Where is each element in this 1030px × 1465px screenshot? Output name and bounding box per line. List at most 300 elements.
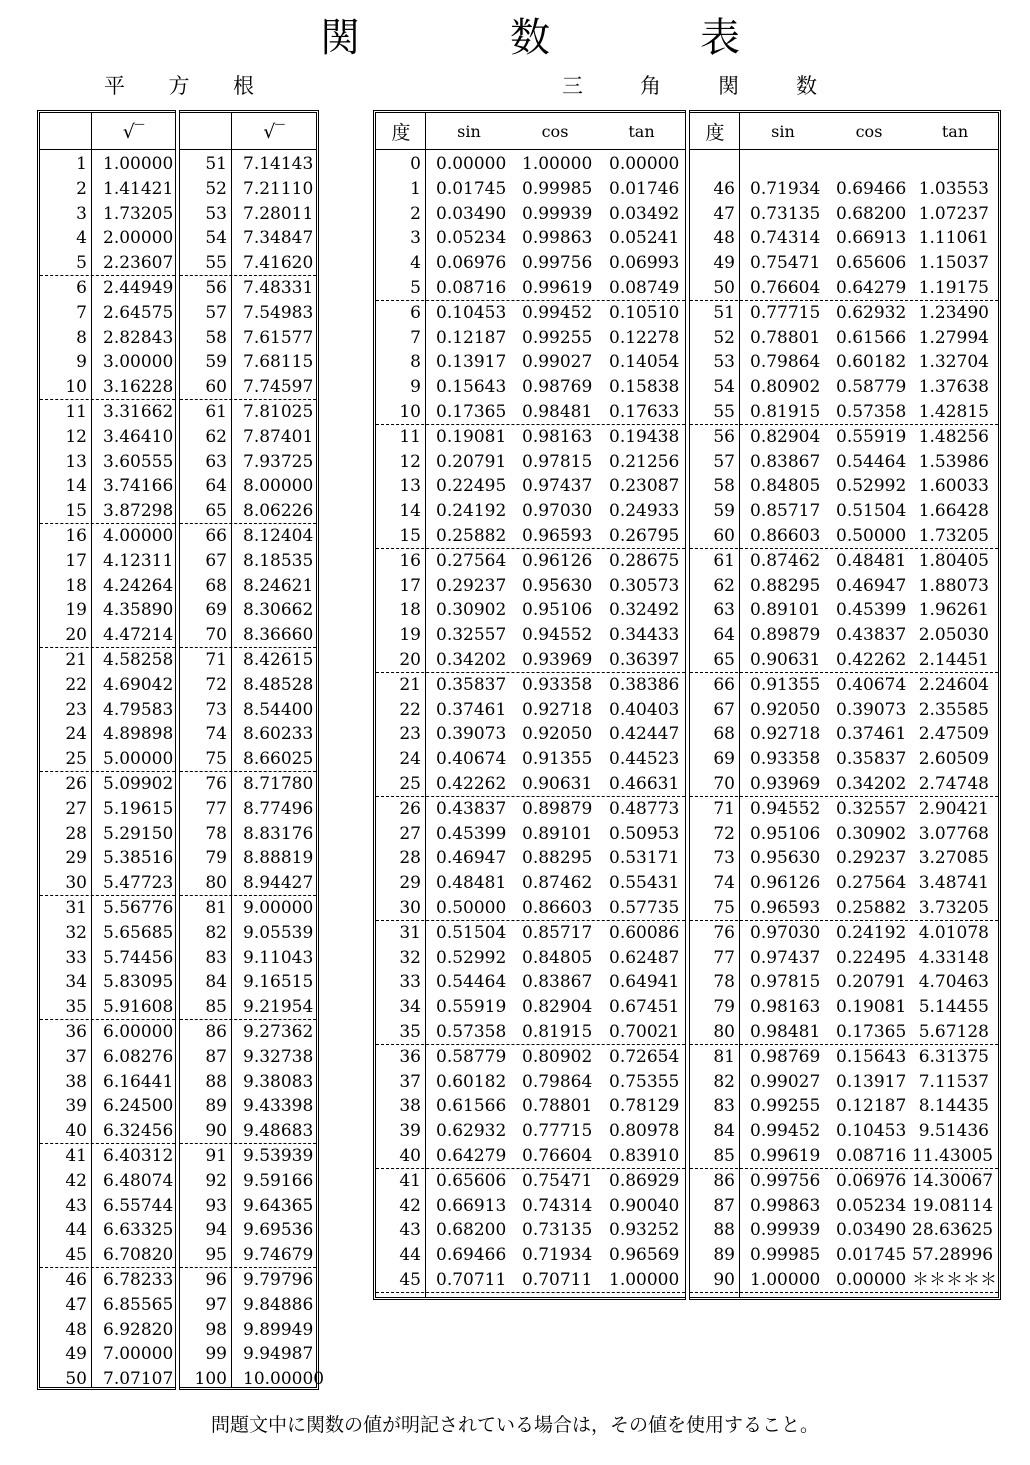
number-cell: 4 [76, 228, 87, 249]
cos-cell: 0.69466 [836, 178, 907, 199]
cos-cell: 0.81915 [522, 1022, 593, 1042]
sqrt-value-cell: 7.28011 [243, 203, 314, 224]
number-cell: 66 [205, 526, 227, 546]
sqrt-value-cell: 9.32738 [243, 1046, 314, 1067]
tan-cell: 1.60033 [918, 476, 989, 497]
cos-cell: 0.64279 [836, 278, 907, 298]
cos-cell: 0.92050 [522, 724, 593, 745]
cos-cell: 0.86603 [522, 898, 593, 918]
degree-cell: 15 [399, 526, 421, 546]
cos-cell: 0.00000 [836, 1270, 907, 1290]
tan-cell: 0.62487 [609, 947, 680, 968]
cos-cell: 0.99863 [522, 228, 593, 249]
sqrt-value-cell: 6.63325 [103, 1220, 174, 1241]
sqrt-value-cell: 7.14143 [243, 154, 314, 174]
cos-cell: 0.45399 [836, 600, 907, 621]
tan-cell: 0.00000 [609, 154, 680, 174]
cos-cell: 0.65606 [836, 253, 907, 274]
sqrt-value-cell: 3.31662 [103, 402, 174, 422]
cos-cell: 0.73135 [522, 1220, 593, 1241]
sqrt-value-cell: 6.92820 [103, 1319, 174, 1340]
sin-cell: 0.93969 [750, 774, 821, 794]
sin-cell: 0.75471 [750, 253, 821, 274]
sqrt-value-cell: 3.00000 [103, 352, 174, 373]
sqrt-value-cell: 9.79796 [243, 1270, 314, 1290]
degree-cell: 3 [410, 228, 421, 249]
sin-cell: 0.64279 [436, 1146, 507, 1166]
number-cell: 37 [65, 1046, 87, 1067]
title-char: 関 [320, 14, 360, 61]
sin-cell: 0.50000 [436, 898, 507, 918]
sqrt-table [37, 110, 325, 1390]
sqrt-heading [104, 70, 254, 100]
table-header [376, 113, 685, 150]
number-cell: 89 [205, 1096, 227, 1117]
sin-cell: 0.92718 [750, 724, 821, 745]
degree-cell: 45 [399, 1270, 421, 1290]
degree-cell: 14 [399, 501, 421, 522]
sqrt-value-cell: 6.48074 [103, 1170, 174, 1191]
number-cell: 54 [205, 228, 227, 249]
sqrt-value-cell: 7.81025 [243, 402, 314, 422]
degree-cell: 63 [713, 600, 735, 621]
tan-cell: 0.38386 [609, 674, 680, 695]
sqrt-value-cell: 4.58258 [103, 650, 174, 670]
degree-cell: 89 [713, 1245, 735, 1266]
sin-cell: 0.78801 [750, 327, 821, 348]
degree-cell: 26 [399, 798, 421, 819]
number-cell: 43 [65, 1195, 87, 1216]
sin-cell: 0.32557 [436, 625, 507, 646]
tan-cell: 0.86929 [609, 1170, 680, 1191]
sin-cell: 0.99255 [750, 1096, 821, 1117]
tan-cell: 0.30573 [609, 575, 680, 596]
cos-cell: 0.25882 [836, 898, 907, 918]
sqrt-value-cell: 9.94987 [243, 1344, 314, 1365]
tan-cell: 0.01746 [609, 178, 680, 199]
cos-cell: 0.62932 [836, 302, 907, 323]
cos-cell: 0.87462 [522, 873, 593, 894]
cos-cell: 0.50000 [836, 526, 907, 546]
number-cell: 29 [65, 848, 87, 869]
sin-cell: 0.85717 [750, 501, 821, 522]
number-cell: 73 [205, 699, 227, 720]
sqrt-value-cell: 5.56776 [103, 898, 174, 918]
sqrt-value-cell: 9.11043 [243, 947, 314, 968]
sin-cell: 0.10453 [436, 302, 507, 323]
sin-cell: 0.57358 [436, 1022, 507, 1042]
sqrt-value-cell: 5.38516 [103, 848, 174, 869]
cos-cell: 0.79864 [522, 1071, 593, 1092]
cos-cell: 0.42262 [836, 650, 907, 670]
number-cell: 75 [205, 749, 227, 770]
tan-cell: 11.43005 [912, 1146, 994, 1166]
sin-cell: 0.00000 [436, 154, 507, 174]
sqrt-value-cell: 8.66025 [243, 749, 314, 770]
number-cell: 46 [65, 1270, 87, 1290]
cos-cell: 0.98769 [522, 377, 593, 398]
heading-char: 数 [796, 74, 817, 98]
sqrt-value-cell: 4.69042 [103, 674, 174, 695]
sqrt-value-cell: 7.48331 [243, 278, 314, 298]
tan-cell: 9.51436 [918, 1121, 989, 1142]
tan-cell: 2.90421 [918, 798, 989, 819]
number-cell: 90 [205, 1121, 227, 1142]
degree-cell: 90 [713, 1270, 735, 1290]
degree-cell: 55 [713, 402, 735, 422]
tan-cell: 4.70463 [918, 972, 989, 993]
sqrt-value-cell: 7.00000 [103, 1344, 174, 1365]
tan-cell: 0.34433 [609, 625, 680, 646]
number-cell: 7 [76, 302, 87, 323]
cos-cell: 0.05234 [836, 1195, 907, 1216]
sqrt-value-cell: 6.08276 [103, 1046, 174, 1067]
sin-cell: 0.69466 [436, 1245, 507, 1266]
sin-cell: 0.99985 [750, 1245, 821, 1266]
number-cell: 70 [205, 625, 227, 646]
sqrt-value-cell: 8.54400 [243, 699, 314, 720]
degree-cell: 29 [399, 873, 421, 894]
degree-cell: 59 [713, 501, 735, 522]
group-divider [376, 1292, 685, 1293]
sin-cell: 0.92050 [750, 699, 821, 720]
sin-cell: 0.95630 [750, 848, 821, 869]
tan-cell: 0.96569 [609, 1245, 680, 1266]
tan-cell: 5.14455 [918, 997, 989, 1018]
sin-cell: 0.99939 [750, 1220, 821, 1241]
cos-cell: 0.88295 [522, 848, 593, 869]
cos-cell: 0.29237 [836, 848, 907, 869]
tan-cell: 0.23087 [609, 476, 680, 497]
tan-cell: 0.21256 [609, 451, 680, 472]
cos-cell: 0.96126 [522, 550, 593, 571]
tan-cell: 14.30067 [912, 1170, 994, 1191]
number-cell: 40 [65, 1121, 87, 1142]
degree-cell: 72 [713, 823, 735, 844]
degree-cell: 17 [399, 575, 421, 596]
sqrt-value-cell: 9.00000 [243, 898, 314, 918]
degree-cell: 7 [410, 327, 421, 348]
cos-cell: 0.08716 [836, 1146, 907, 1166]
degree-cell: 71 [713, 798, 735, 819]
number-cell: 72 [205, 674, 227, 695]
number-cell: 91 [205, 1146, 227, 1166]
cos-cell: 0.83867 [522, 972, 593, 993]
sin-cell: 0.30902 [436, 600, 507, 621]
sqrt-value-cell: 8.12404 [243, 526, 314, 546]
number-cell: 64 [205, 476, 227, 497]
degree-cell: 46 [713, 178, 735, 199]
sqrt-value-cell: 4.47214 [103, 625, 174, 646]
cos-cell: 0.89879 [522, 798, 593, 819]
cos-cell: 0.99619 [522, 278, 593, 298]
sin-cell: 0.81915 [750, 402, 821, 422]
cos-cell: 0.84805 [522, 947, 593, 968]
sqrt-value-cell: 7.41620 [243, 253, 314, 274]
sin-cell: 0.20791 [436, 451, 507, 472]
tan-cell: 0.14054 [609, 352, 680, 373]
number-cell: 2 [76, 178, 87, 199]
sqrt-value-cell: 9.05539 [243, 922, 314, 943]
degree-cell: 10 [399, 402, 421, 422]
degree-cell: 73 [713, 848, 735, 869]
cos-cell: 0.24192 [836, 922, 907, 943]
tan-cell: 2.60509 [918, 749, 989, 770]
sqrt-value-cell: 5.91608 [103, 997, 174, 1018]
tan-cell: 0.67451 [609, 997, 680, 1018]
sqrt-value-cell: 9.16515 [243, 972, 314, 993]
sqrt-column-group [180, 113, 325, 1390]
number-cell: 44 [65, 1220, 87, 1241]
cos-header: cos [541, 122, 569, 141]
degree-cell: 83 [713, 1096, 735, 1117]
cos-cell: 0.46947 [836, 575, 907, 596]
cos-cell: 0.01745 [836, 1245, 907, 1266]
sin-cell: 0.99756 [750, 1170, 821, 1191]
cos-cell: 0.15643 [836, 1046, 907, 1067]
degree-cell: 56 [713, 426, 735, 447]
sqrt-value-cell: 9.38083 [243, 1071, 314, 1092]
number-cell: 61 [205, 402, 227, 422]
cos-cell: 0.98481 [522, 402, 593, 422]
degree-cell: 28 [399, 848, 421, 869]
cos-cell: 0.97437 [522, 476, 593, 497]
cos-cell: 0.03490 [836, 1220, 907, 1241]
tan-cell: 0.26795 [609, 526, 680, 546]
sin-cell: 0.86603 [750, 526, 821, 546]
cos-cell: 0.17365 [836, 1022, 907, 1042]
sqrt-value-cell: 2.64575 [103, 302, 174, 323]
number-cell: 12 [65, 426, 87, 447]
sin-cell: 0.99027 [750, 1071, 821, 1092]
sin-cell: 0.74314 [750, 228, 821, 249]
sin-cell: 0.79864 [750, 352, 821, 373]
tan-cell: 1.27994 [918, 327, 989, 348]
tan-cell: ＊＊＊＊＊ [912, 1270, 997, 1290]
cos-header: cos [855, 122, 883, 141]
degree-cell: 82 [713, 1071, 735, 1092]
number-cell: 16 [65, 526, 87, 546]
sin-cell: 0.93358 [750, 749, 821, 770]
number-header [180, 113, 232, 150]
sin-cell: 0.19081 [436, 426, 507, 447]
degree-cell: 4 [410, 253, 421, 274]
number-cell: 35 [65, 997, 87, 1018]
number-cell: 59 [205, 352, 227, 373]
degree-cell: 79 [713, 997, 735, 1018]
sin-cell: 0.24192 [436, 501, 507, 522]
degree-cell: 27 [399, 823, 421, 844]
sin-cell: 0.06976 [436, 253, 507, 274]
number-cell: 74 [205, 724, 227, 745]
cos-cell: 0.35837 [836, 749, 907, 770]
number-cell: 33 [65, 947, 87, 968]
degree-cell: 69 [713, 749, 735, 770]
tan-cell: 0.36397 [609, 650, 680, 670]
tan-cell: 1.00000 [609, 1270, 680, 1290]
cos-cell: 0.95630 [522, 575, 593, 596]
tan-header: tan [941, 122, 969, 141]
degree-cell: 64 [713, 625, 735, 646]
tan-cell: 1.23490 [918, 302, 989, 323]
cos-cell: 0.22495 [836, 947, 907, 968]
degree-cell: 77 [713, 947, 735, 968]
sin-cell: 0.98769 [750, 1046, 821, 1067]
degree-cell: 42 [399, 1195, 421, 1216]
tan-cell: 1.73205 [918, 526, 989, 546]
trig-column-group [376, 113, 685, 1297]
number-cell: 65 [205, 501, 227, 522]
number-cell: 21 [65, 650, 87, 670]
sqrt-value-cell: 8.36660 [243, 625, 314, 646]
sin-cell: 0.89879 [750, 625, 821, 646]
sqrt-header: √‾ [122, 120, 145, 143]
number-cell: 77 [205, 798, 227, 819]
cos-cell: 1.00000 [522, 154, 593, 174]
tan-cell: 0.70021 [609, 1022, 680, 1042]
tan-cell: 0.06993 [609, 253, 680, 274]
tan-cell: 3.73205 [918, 898, 989, 918]
degree-cell: 35 [399, 1022, 421, 1042]
sqrt-value-cell: 5.83095 [103, 972, 174, 993]
cos-cell: 0.39073 [836, 699, 907, 720]
tan-cell: 0.83910 [609, 1146, 680, 1166]
sqrt-value-cell: 6.78233 [103, 1270, 174, 1290]
sqrt-value-cell: 8.42615 [243, 650, 314, 670]
tan-cell: 1.03553 [918, 178, 989, 199]
sqrt-value-cell: 8.24621 [243, 575, 314, 596]
degree-cell: 13 [399, 476, 421, 497]
tan-cell: 2.74748 [918, 774, 989, 794]
number-cell: 3 [76, 203, 87, 224]
degree-cell: 51 [713, 302, 735, 323]
number-cell: 19 [65, 600, 87, 621]
number-cell: 99 [205, 1344, 227, 1365]
degree-cell: 75 [713, 898, 735, 918]
cos-cell: 0.60182 [836, 352, 907, 373]
sin-cell: 0.48481 [436, 873, 507, 894]
degree-cell: 74 [713, 873, 735, 894]
sqrt-value-cell: 8.00000 [243, 476, 314, 497]
sqrt-value-cell: 6.40312 [103, 1146, 174, 1166]
number-cell: 5 [76, 253, 87, 274]
number-cell: 96 [205, 1270, 227, 1290]
tan-cell: 5.67128 [918, 1022, 989, 1042]
table-header [180, 113, 316, 150]
number-cell: 94 [205, 1220, 227, 1241]
tan-cell: 2.35585 [918, 699, 989, 720]
degree-cell: 36 [399, 1046, 421, 1067]
degree-cell: 54 [713, 377, 735, 398]
tan-cell: 19.08114 [912, 1195, 994, 1216]
cos-cell: 0.93358 [522, 674, 593, 695]
degree-header: 度 [705, 122, 725, 144]
sqrt-value-cell: 7.74597 [243, 377, 314, 398]
cos-cell: 0.90631 [522, 774, 593, 794]
tan-cell: 2.14451 [918, 650, 989, 670]
sqrt-value-cell: 8.77496 [243, 798, 314, 819]
cos-cell: 0.30902 [836, 823, 907, 844]
sin-cell: 0.25882 [436, 526, 507, 546]
degree-cell: 58 [713, 476, 735, 497]
number-cell: 6 [76, 278, 87, 298]
cos-cell: 0.95106 [522, 600, 593, 621]
number-cell: 48 [65, 1319, 87, 1340]
sin-cell: 0.54464 [436, 972, 507, 993]
number-cell: 20 [65, 625, 87, 646]
tan-cell: 0.48773 [609, 798, 680, 819]
cos-cell: 0.55919 [836, 426, 907, 447]
number-cell: 52 [205, 178, 227, 199]
sqrt-value-cell: 7.07107 [103, 1369, 174, 1390]
footer-note: 問題文中に関数の値が明記されている場合は，その値を使用すること。 [210, 1414, 819, 1436]
sqrt-value-cell: 4.35890 [103, 600, 174, 621]
tan-cell: 0.90040 [609, 1195, 680, 1216]
tan-cell: 1.88073 [918, 575, 989, 596]
sin-cell: 0.55919 [436, 997, 507, 1018]
cos-cell: 0.66913 [836, 228, 907, 249]
sin-cell: 0.91355 [750, 674, 821, 695]
cos-cell: 0.71934 [522, 1245, 593, 1266]
sin-cell: 0.46947 [436, 848, 507, 869]
cos-cell: 0.97815 [522, 451, 593, 472]
tan-cell: 1.19175 [918, 278, 989, 298]
cos-cell: 0.58779 [836, 377, 907, 398]
sqrt-value-cell: 8.83176 [243, 823, 314, 844]
sqrt-value-cell: 6.85565 [103, 1294, 174, 1315]
sqrt-value-cell: 9.43398 [243, 1096, 314, 1117]
sqrt-value-cell: 3.16228 [103, 377, 174, 398]
sin-cell: 0.66913 [436, 1195, 507, 1216]
sin-cell: 0.94552 [750, 798, 821, 819]
number-cell: 30 [65, 873, 87, 894]
cos-cell: 0.77715 [522, 1121, 593, 1142]
cos-cell: 0.99985 [522, 178, 593, 199]
sin-cell: 0.15643 [436, 377, 507, 398]
degree-cell: 19 [399, 625, 421, 646]
degree-cell: 38 [399, 1096, 421, 1117]
sqrt-value-cell: 9.69536 [243, 1220, 314, 1241]
sin-cell: 0.95106 [750, 823, 821, 844]
degree-cell: 76 [713, 922, 735, 943]
sqrt-value-cell: 8.88819 [243, 848, 314, 869]
sqrt-value-cell: 9.64365 [243, 1195, 314, 1216]
cos-cell: 0.94552 [522, 625, 593, 646]
tan-cell: 0.10510 [609, 302, 680, 323]
sqrt-value-cell: 2.44949 [103, 278, 174, 298]
sqrt-value-cell: 2.00000 [103, 228, 174, 249]
tan-cell: 6.31375 [918, 1046, 989, 1067]
sin-cell: 0.62932 [436, 1121, 507, 1142]
cos-cell: 0.12187 [836, 1096, 907, 1117]
cos-cell: 0.51504 [836, 501, 907, 522]
heading-char: 三 [562, 74, 583, 98]
degree-cell: 66 [713, 674, 735, 695]
number-cell: 25 [65, 749, 87, 770]
sqrt-value-cell: 8.94427 [243, 873, 314, 894]
tan-cell: 4.33148 [918, 947, 989, 968]
sqrt-value-cell: 4.00000 [103, 526, 174, 546]
degree-cell: 87 [713, 1195, 735, 1216]
cos-cell: 0.10453 [836, 1121, 907, 1142]
cos-cell: 0.78801 [522, 1096, 593, 1117]
sin-cell: 0.99452 [750, 1121, 821, 1142]
number-cell: 22 [65, 674, 87, 695]
degree-cell: 9 [410, 377, 421, 398]
sqrt-value-cell: 2.82843 [103, 327, 174, 348]
tan-cell: 0.75355 [609, 1071, 680, 1092]
number-cell: 53 [205, 203, 227, 224]
